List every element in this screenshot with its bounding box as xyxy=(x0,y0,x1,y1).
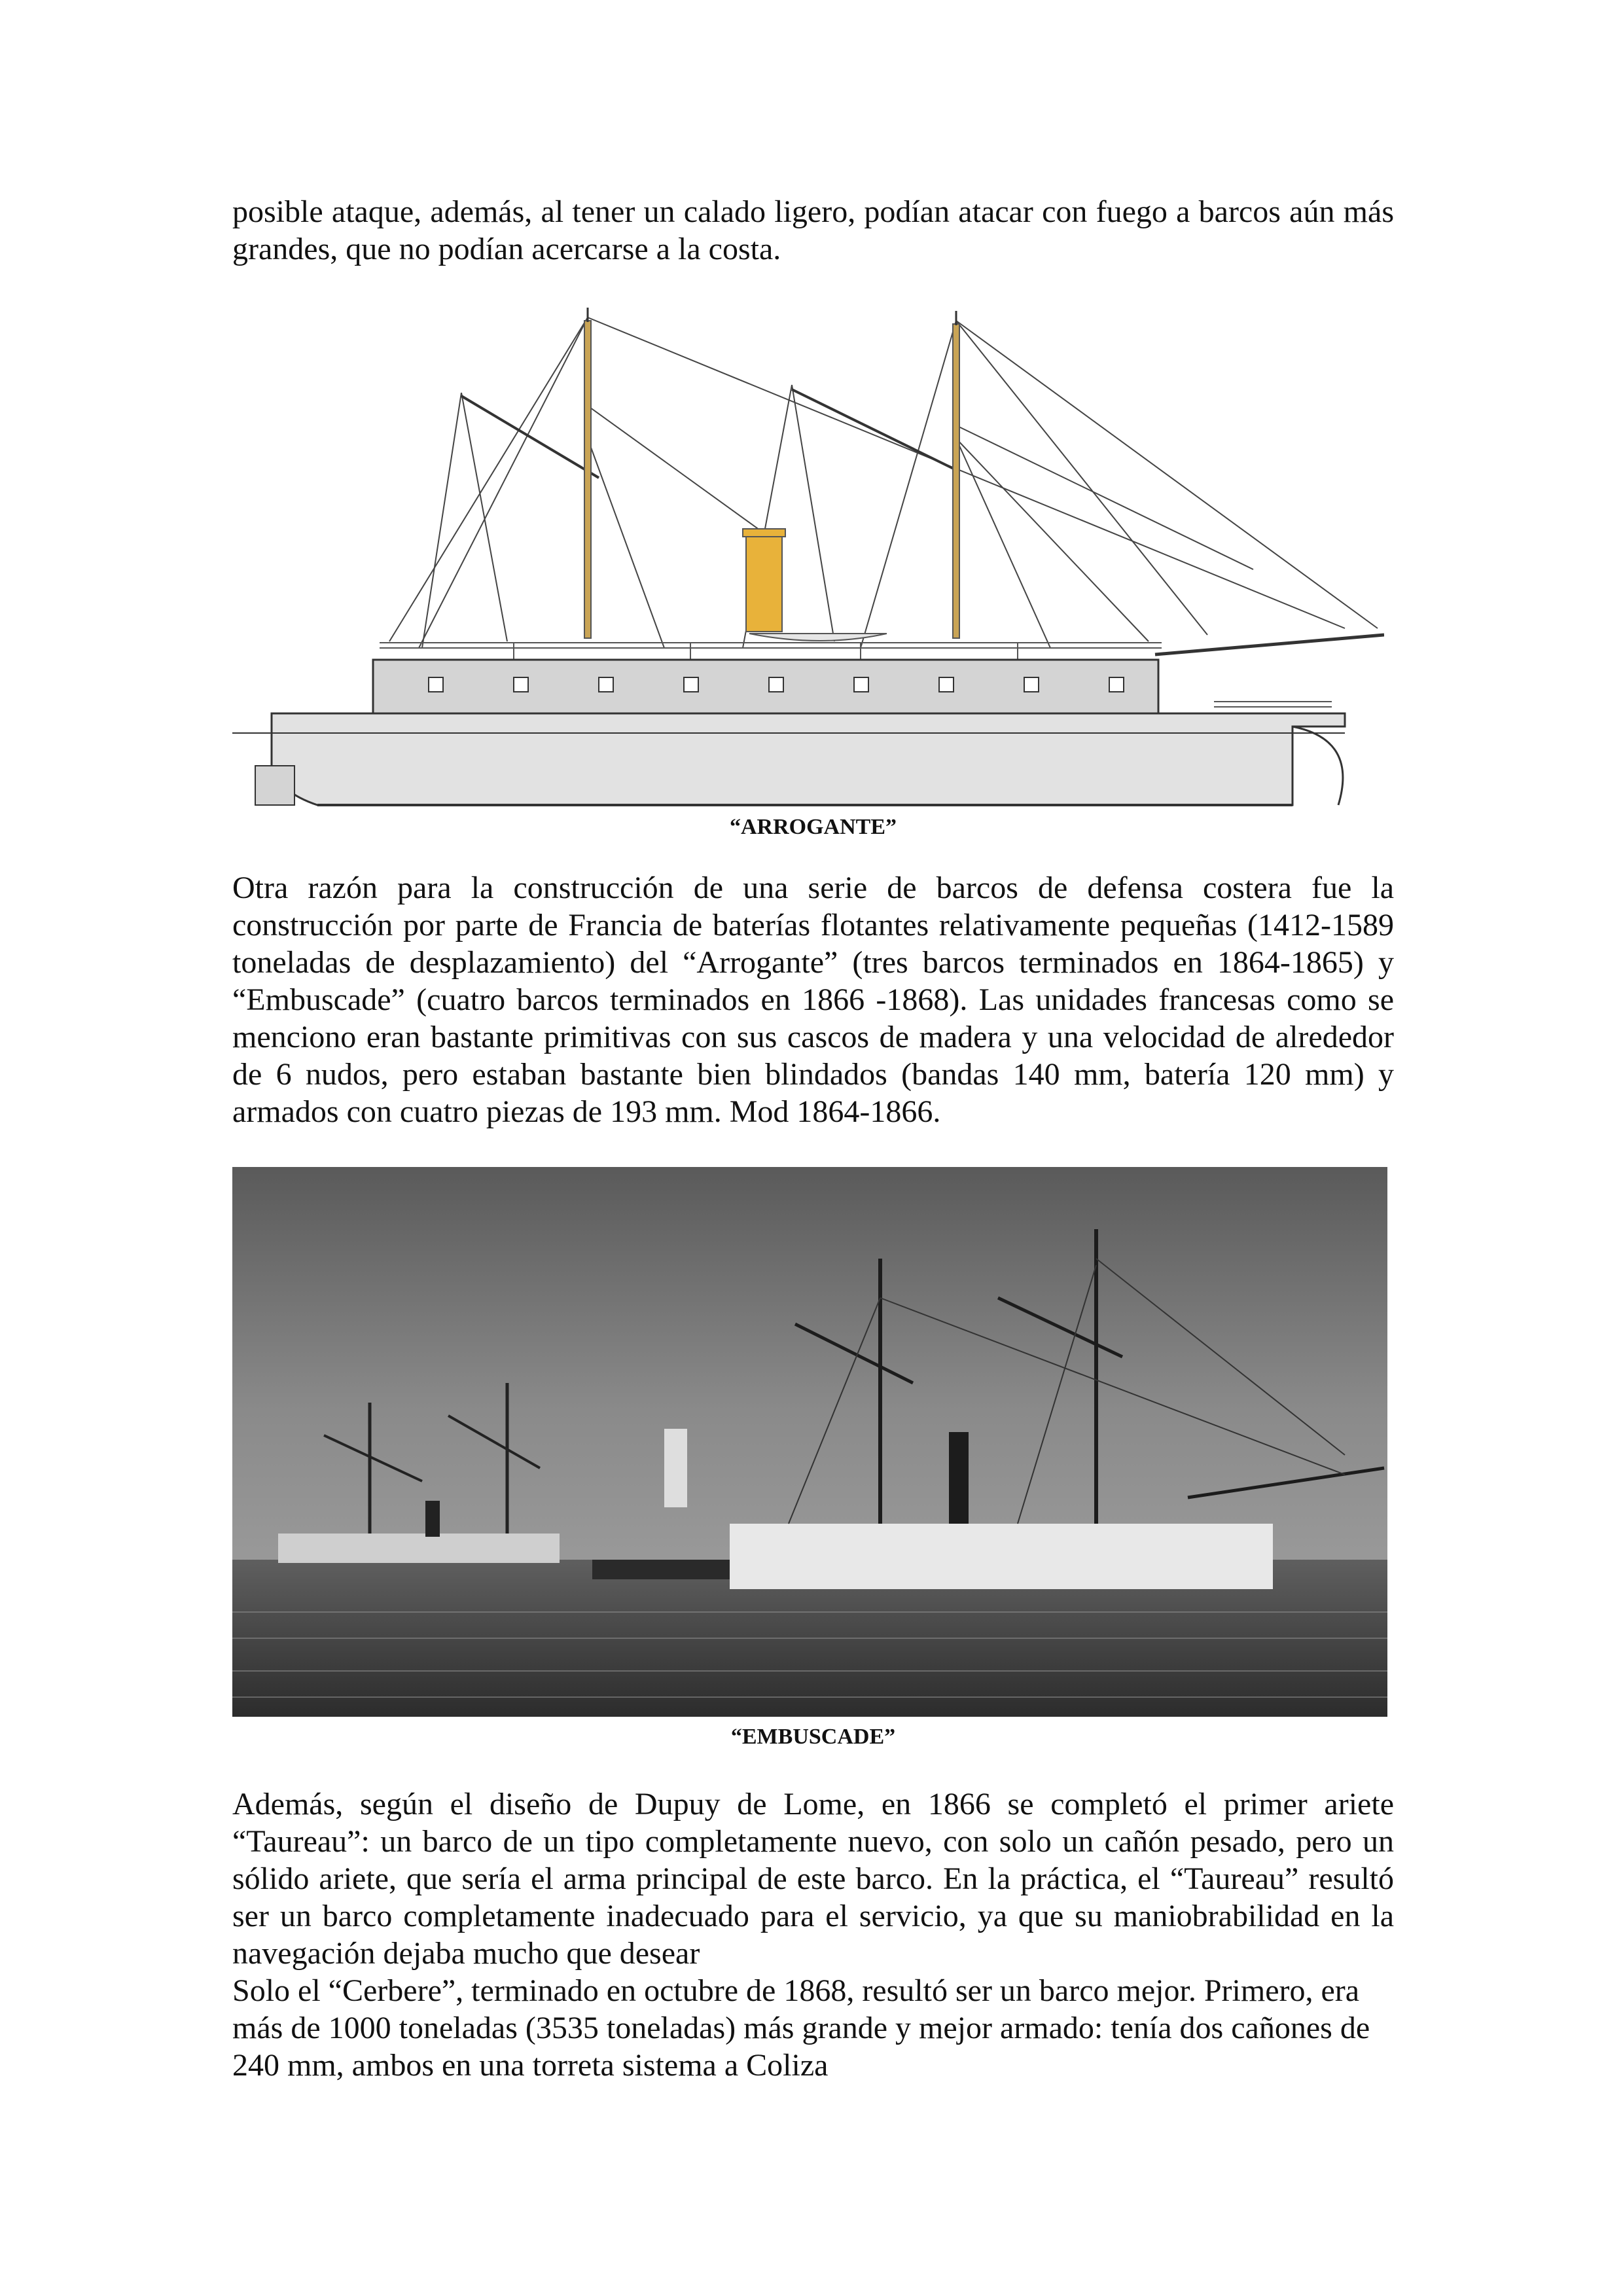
arrogante-svg xyxy=(232,308,1384,812)
paragraph-taureau: Además, según el diseño de Dupuy de Lome, en 1866 se completó el primer ariete “Taureau”: un barco de un tipo completamente nuevo, con solo un cañón pesado, pero un sólido ariete, que sería el arma principal de este barco. En la práctica, el “Taureau” resultó ser un barco completamente inadecuado para el servicio, ya que su maniobrabilidad en la navegación dejaba mucho que desear xyxy=(232,1787,1394,1971)
paragraph-intro: posible ataque, además, al tener un calado ligero, podían atacar con fuego a barcos aún más grandes, que no podían acercarse a la costa. xyxy=(232,194,1394,266)
embuscade-svg xyxy=(232,1167,1387,1717)
bowsprit xyxy=(1155,635,1384,655)
flag xyxy=(664,1429,687,1507)
paragraph-cerbere: Solo el “Cerbere”, terminado en octubre de 1868, resultó ser un barco mejor. Primero, era más de 1000 toneladas (3535 toneladas) más grande y mejor armado: tenía dos cañones de 240 mm, ambos en una torreta sistema a Coliza xyxy=(232,1973,1370,2083)
fore-mast xyxy=(584,321,591,638)
paragraph-arrogante-embuscade: Otra razón para la construcción de una serie de barcos de defensa costera fue la construcción por parte de Francia de baterías flotantes relativamente pequeñas (1412-1589 toneladas de desplazamiento) del “Arrogante” (tres barcos terminados en 1864-1865) y “Embuscade” (cuatro barcos terminados en 1866 -1868). Las unidades francesas como se menciono eran bastante primitivas con sus cascos de madera y una velocidad de alrededor de 6 nudos, pero estaban bastante bien blindados (bandas 140 mm, batería 120 mm) y armados con cuatro piezas de 193 mm. Mod 1864-1866. xyxy=(232,870,1394,1129)
photo-sky xyxy=(232,1167,1387,1573)
funnel xyxy=(746,533,782,632)
main-mast xyxy=(953,324,959,638)
caption-arrogante: “ARROGANTE” xyxy=(729,815,897,839)
battery-casemate xyxy=(373,660,1158,717)
rudder xyxy=(255,766,294,805)
rigging-lines xyxy=(389,317,1378,648)
arrogante-ship-drawing xyxy=(232,308,1384,812)
embuscade-photo xyxy=(232,1167,1387,1717)
deck-boat xyxy=(749,634,887,641)
small-boat xyxy=(592,1560,736,1579)
caption-embuscade: “EMBUSCADE” xyxy=(730,1725,896,1749)
hull xyxy=(272,713,1345,805)
